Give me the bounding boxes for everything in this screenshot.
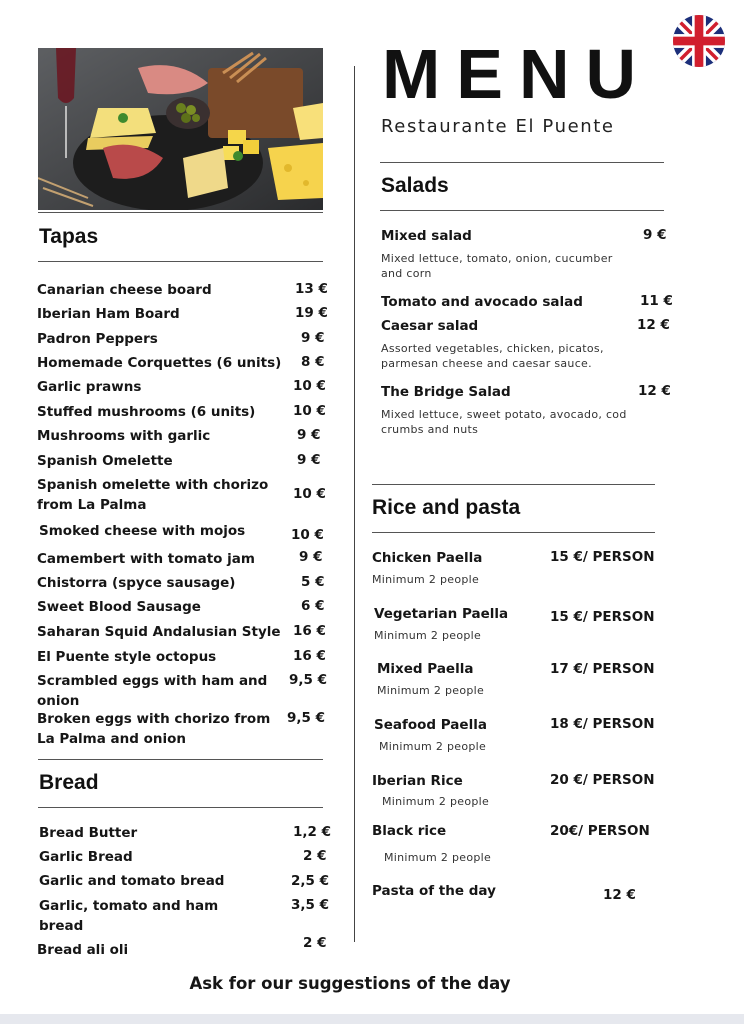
item-price: 5 € <box>301 574 325 590</box>
item-price: 12 € <box>637 317 670 333</box>
item-description: Mixed lettuce, tomato, onion, cucumber and corn <box>381 252 613 280</box>
column-divider <box>354 66 355 942</box>
menu-item: Spanish Omelette <box>37 453 173 469</box>
menu-item: Saharan Squid Andalusian Style <box>37 624 281 640</box>
item-price: 20 €/ PERSON <box>550 772 655 788</box>
item-price: 19 € <box>295 305 328 321</box>
item-price: 10 € <box>293 403 326 419</box>
item-price: 16 € <box>293 648 326 664</box>
menu-item: Chicken Paella <box>372 550 483 566</box>
item-price: 1,2 € <box>293 824 332 840</box>
menu-item: Sweet Blood Sausage <box>37 599 201 615</box>
menu-item: Tomato and avocado salad <box>381 294 583 310</box>
menu-item: Garlic, tomato and ham bread <box>39 898 219 934</box>
tapas-rule <box>38 261 323 262</box>
item-price: 11 € <box>640 293 673 309</box>
menu-item: Iberian Ham Board <box>37 306 180 322</box>
item-price: 9 € <box>299 549 323 565</box>
bottom-bar <box>0 1014 744 1024</box>
rice-pasta-heading: Rice and pasta <box>372 496 521 519</box>
menu-item: El Puente style octopus <box>37 649 217 665</box>
item-price: 18 €/ PERSON <box>550 716 655 732</box>
item-price: 13 € <box>295 281 328 297</box>
item-note: Minimum 2 people <box>382 795 490 808</box>
item-price: 10 € <box>291 527 324 543</box>
menu-item: Vegetarian Paella <box>374 606 509 622</box>
menu-item: Stuffed mushrooms (6 units) <box>37 404 256 420</box>
menu-item: Broken eggs with chorizo from La Palma and onion <box>37 711 271 747</box>
menu-title: MENU <box>382 35 653 113</box>
tapas-heading: Tapas <box>39 225 99 248</box>
header-rule <box>380 162 664 163</box>
item-price: 10 € <box>293 486 326 502</box>
item-price: 9,5 € <box>289 672 328 688</box>
menu-item: Mushrooms with garlic <box>37 428 211 444</box>
menu-item: Padron Peppers <box>37 331 158 347</box>
restaurant-name: Restaurante El Puente <box>381 116 615 137</box>
item-price: 15 €/ PERSON <box>550 549 655 565</box>
salads-heading: Salads <box>381 174 449 197</box>
item-price: 12 € <box>638 383 671 399</box>
rice-rule <box>372 532 655 533</box>
item-price: 2 € <box>303 935 327 951</box>
item-price: 9,5 € <box>287 710 326 726</box>
bread-top-rule <box>38 759 323 760</box>
menu-item: Garlic Bread <box>39 849 133 865</box>
menu-item: Camembert with tomato jam <box>37 551 255 567</box>
item-price: 17 €/ PERSON <box>550 661 655 677</box>
suggestions-footer: Ask for our suggestions of the day <box>189 974 511 993</box>
item-price: 15 €/ PERSON <box>550 609 655 625</box>
item-note: Minimum 2 people <box>377 684 485 697</box>
item-note: Minimum 2 people <box>379 740 487 753</box>
menu-item: Seafood Paella <box>374 717 487 733</box>
menu-item: Black rice <box>372 823 447 839</box>
item-price: 2 € <box>303 848 327 864</box>
menu-item: Homemade Corquettes (6 units) <box>37 355 282 371</box>
food-photo <box>38 48 323 210</box>
menu-item: Bread ali oli <box>37 942 129 958</box>
menu-item: Pasta of the day <box>372 883 496 899</box>
menu-item: The Bridge Salad <box>381 384 511 400</box>
menu-item: Caesar salad <box>381 318 479 334</box>
english-language-flag-icon[interactable] <box>673 15 725 67</box>
menu-item: Iberian Rice <box>372 773 463 789</box>
menu-item: Scrambled eggs with ham and onion <box>37 673 268 709</box>
item-note: Minimum 2 people <box>384 851 492 864</box>
menu-item: Garlic and tomato bread <box>39 873 225 889</box>
item-price: 6 € <box>301 598 325 614</box>
photo-rule <box>38 212 323 213</box>
menu-item: Canarian cheese board <box>37 282 212 298</box>
item-price: 3,5 € <box>291 897 330 913</box>
menu-item: Mixed Paella <box>377 661 474 677</box>
menu-item: Bread Butter <box>39 825 138 841</box>
item-price: 8 € <box>301 354 325 370</box>
item-price: 2,5 € <box>291 873 330 889</box>
item-price: 9 € <box>297 452 321 468</box>
item-price: 20€/ PERSON <box>550 823 650 839</box>
rice-top-rule <box>372 484 655 485</box>
menu-item: Mixed salad <box>381 228 472 244</box>
bread-rule <box>38 807 323 808</box>
bread-heading: Bread <box>39 771 99 794</box>
item-price: 9 € <box>643 227 667 243</box>
item-note: Minimum 2 people <box>374 629 482 642</box>
menu-item: Garlic prawns <box>37 379 142 395</box>
item-price: 12 € <box>603 887 636 903</box>
item-note: Minimum 2 people <box>372 573 480 586</box>
item-price: 9 € <box>301 330 325 346</box>
item-description: Assorted vegetables, chicken, picatos, parmesan cheese and caesar sauce. <box>381 342 604 370</box>
menu-item: Chistorra (spyce sausage) <box>37 575 236 591</box>
item-price: 16 € <box>293 623 326 639</box>
item-price: 10 € <box>293 378 326 394</box>
item-price: 9 € <box>297 427 321 443</box>
item-description: Mixed lettuce, sweet potato, avocado, cod crumbs and nuts <box>381 408 627 436</box>
menu-item: Smoked cheese with mojos <box>39 523 246 539</box>
salads-rule <box>380 210 664 211</box>
menu-item: Spanish omelette with chorizo from La Palma <box>37 477 269 513</box>
